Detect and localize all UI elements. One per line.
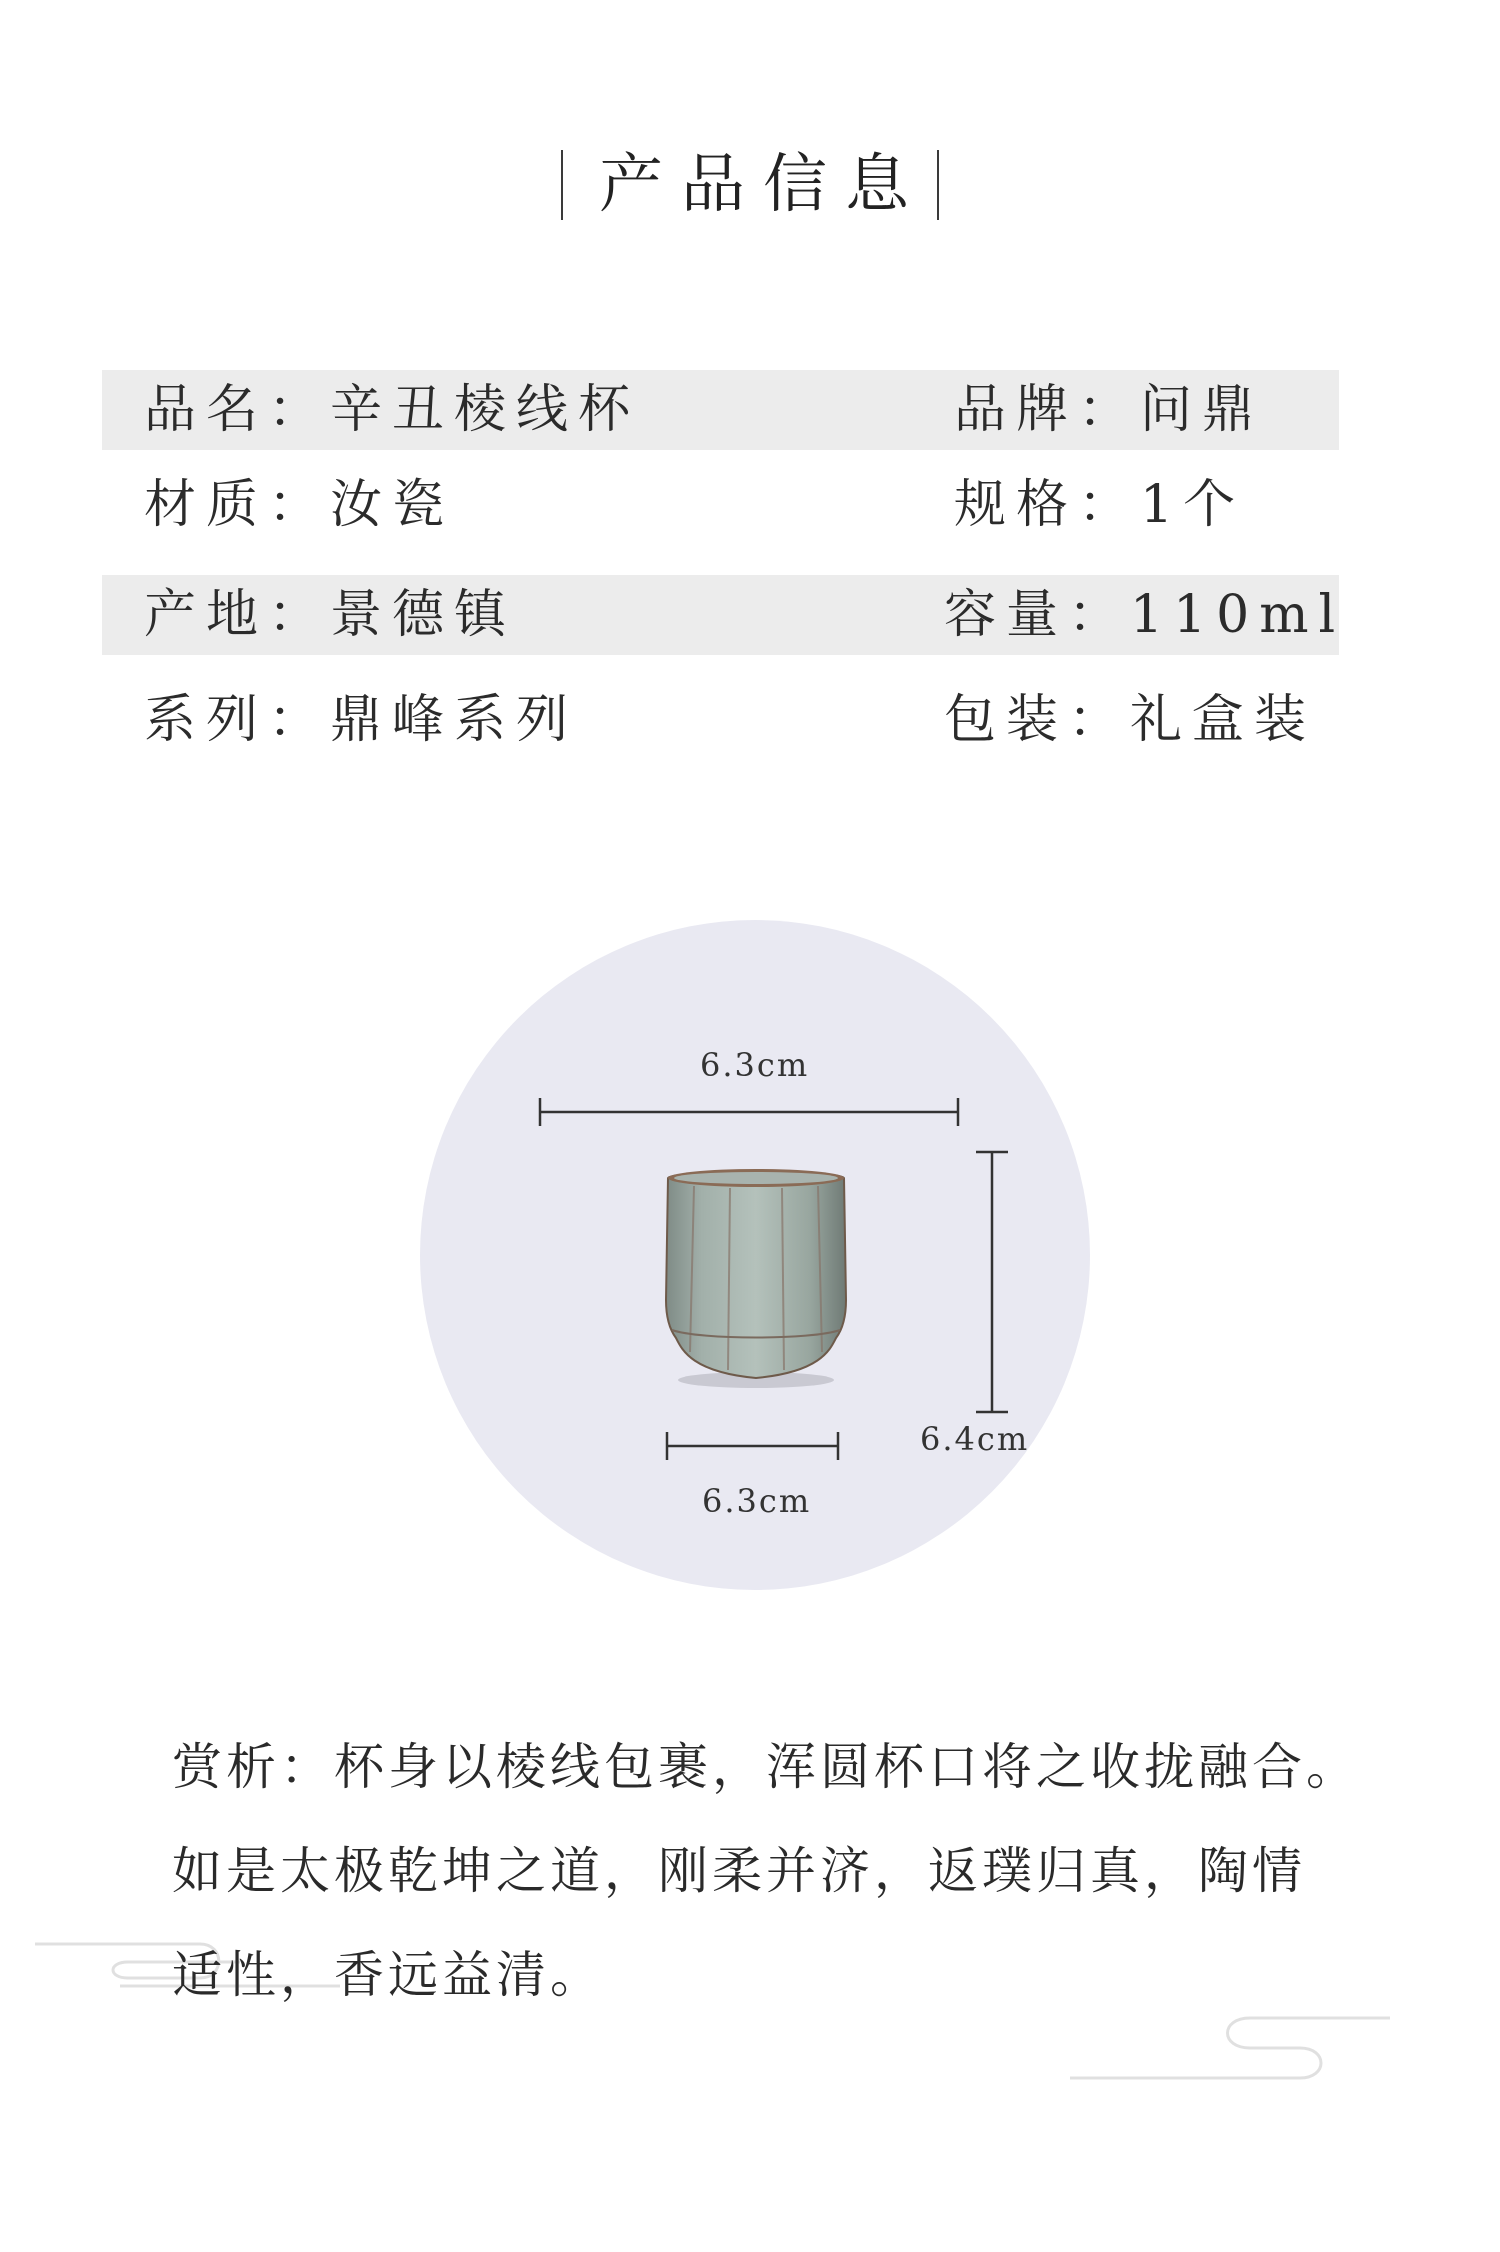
cup-illustration (666, 1169, 846, 1388)
top-width-line (540, 1098, 958, 1126)
description-line-1: 赏析：杯身以棱线包裹，浑圆杯口将之收拢融合。 (172, 1738, 1360, 1796)
spec-brand: 品牌：问鼎 (954, 380, 1265, 440)
cloud-ornament-right (1070, 2018, 1390, 2078)
bottom-width-line (667, 1432, 838, 1460)
product-description (172, 1715, 1402, 2027)
spec-capacity: 容量：110ml (944, 585, 1346, 645)
spec-origin: 产地：景德镇 (144, 585, 517, 645)
section-title-text: 产品信息 (599, 148, 927, 222)
bottom-width-label: 6.3cm (702, 1482, 812, 1520)
description-line-2: 如是太极乾坤之道，刚柔并济，返璞归真，陶情 (172, 1842, 1306, 1900)
top-width-label: 6.3cm (700, 1046, 810, 1084)
description-line-3: 适性，香远益清。 (172, 1946, 604, 2004)
height-label: 6.4cm (920, 1420, 1030, 1458)
spec-quantity: 规格：1个 (954, 475, 1246, 535)
height-line (976, 1152, 1008, 1412)
spec-series: 系列：鼎峰系列 (144, 690, 579, 750)
spec-material: 材质：汝瓷 (144, 475, 455, 535)
spec-packaging: 包装：礼盒装 (944, 690, 1317, 750)
spec-name: 品名：辛丑棱线杯 (144, 380, 641, 440)
